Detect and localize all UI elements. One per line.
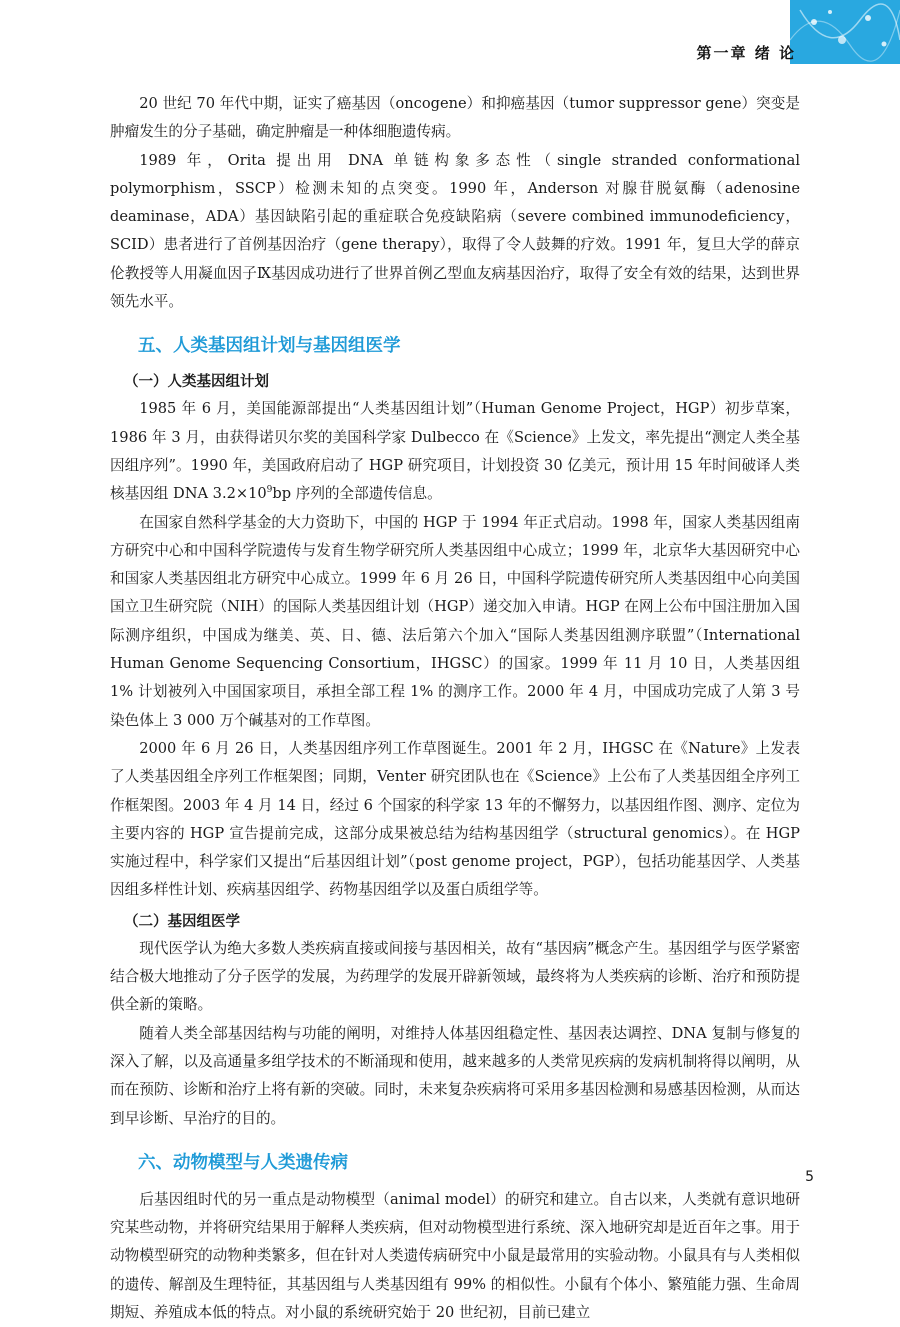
paragraph: 后基因组时代的另一重点是动物模型（animal model）的研究和建立。自古以来，人类就有意识地研究某些动物，并将研究结果用于解释人类疾病，但对动物模型进行系统、深入地研究却是近百年之事。用于动物模型研究的动物种类繁多，但在针对人类遗传病研究中小鼠是最常用的实验动物。小鼠具有与人类相似的遗传、解剖及生理特征，其基因组与人类基因组有 99% 的相似性。小鼠有个体小、繁殖能力强、生命周期短、养殖成本低的特点。对小鼠的系统研究始于 20 世纪初，目前已建立	[110, 1190, 800, 1321]
molecule-network-decoration	[790, 0, 900, 64]
paragraph: 2000 年 6 月 26 日，人类基因组序列工作草图诞生。2001 年 2 月，IHGSC 在《Nature》上发表了人类基因组全序列工作框架图；同期，Venter 研究团队也在《Science》上公布了人类基因组全序列工作框架图。2003 年 4 月 14 日，经过 6 个国家的科学家 13 年的不懈努力，以基因组作图、测序、定位为主要内容的 HGP 宣告提前完成，这部分成果被总结为结构基因组学（structural genomics）。在 HGP 实施过程中，科学家们又提出“后基因组计划”（post genome project，PGP），包括功能基因学、人类基因组多样性计划、疾病基因组学、药物基因组学以及蛋白质组学等。	[110, 739, 800, 899]
paragraph: 20 世纪 70 年代中期，证实了癌基因（oncogene）和抑癌基因（tumor suppressor gene）突变是肿瘤发生的分子基础，确定肿瘤是一种体细胞遗传病。	[110, 95, 800, 141]
superscript-exponent: 9	[266, 485, 273, 496]
section-heading: 六、动物模型与人类遗传病	[138, 1152, 348, 1173]
chapter-header: 第一章 绪 论	[696, 44, 796, 62]
subsection-heading: （一）人类基因组计划	[124, 374, 269, 391]
paragraph: 随着人类全部基因结构与功能的阐明，对维持人体基因组稳定性、基因表达调控、DNA 复制与修复的深入了解，以及高通量多组学技术的不断涌现和使用，越来越多的人类常见疾病的发病机制将得以阐明，从而在预防、诊断和治疗上将有新的突破。同时，未来复杂疾病将可采用多基因检测和易感基因检测，从而达到早诊断、早治疗的目的。	[110, 1024, 800, 1127]
page-body	[110, 90, 800, 1327]
paragraph	[110, 395, 800, 508]
paragraph-text: bp 序列的全部遗传信息。	[272, 485, 442, 503]
paragraph: 在国家自然科学基金的大力资助下，中国的 HGP 于 1994 年正式启动。1998 年，国家人类基因组南方研究中心和中国科学院遗传与发育生物学研究所人类基因组中心成立；1999 年，北京华大基因研究中心和国家人类基因组北方研究中心成立。1999 年 6 月 26 日，中国科学院遗传研究所人类基因组中心向美国国立卫生研究院（NIH）的国际人类基因组计划（HGP）递交加入申请。HGP 在网上公布中国注册加入国际测序组织，中国成为继美、英、日、德、法后第六个加入“国际人类基因组测序联盟”（International Human Genome Sequencing Consortium，IHGSC）的国家。1999 年 11 月 10 日，人类基因组 1% 计划被列入中国国家项目，承担全部工程 1% 的测序工作。2000 年 4 月，中国成功完成了人第 3 号染色体上 3 000 万个碱基对的工作草图。	[110, 513, 800, 729]
paragraph: 1989 年，Orita 提出用 DNA 单链构象多态性（single stranded conformational polymorphism，SSCP）检测未知的点突变。1990 年，Anderson 对腺苷脱氨酶（adenosine deaminase，ADA）基因缺陷引起的重症联合免疫缺陷病（severe combined immunodeficiency，SCID）患者进行了首例基因治疗（gene therapy），取得了令人鼓舞的疗效。1991 年，复旦大学的薛京伦教授等人用凝血因子Ⅸ基因成功进行了世界首例乙型血友病基因治疗，取得了安全有效的结果，达到世界领先水平。	[110, 151, 800, 311]
page-number: 5	[805, 1169, 814, 1185]
section-heading: 五、人类基因组计划与基因组医学	[138, 336, 401, 357]
paragraph-text: 1985 年 6 月，美国能源部提出“人类基因组计划”（Human Genome Project，HGP）初步草案，1986 年 3 月，由获得诺贝尔奖的美国科学家 Dulbecco 在《Science》上发文，率先提出“测定人类全基因组序列”。1990 年，美国政府启动了 HGP 研究项目，计划投资 30 亿美元，预计用 15 年时间破译人类核基因组 DNA 3.2×10	[110, 400, 800, 503]
paragraph: 现代医学认为绝大多数人类疾病直接或间接与基因相关，故有“基因病”概念产生。基因组学与医学紧密结合极大地推动了分子医学的发展，为药理学的发展开辟新领域，最终将为人类疾病的诊断、治疗和预防提供全新的策略。	[110, 939, 800, 1014]
subsection-heading: （二）基因组医学	[124, 913, 240, 930]
